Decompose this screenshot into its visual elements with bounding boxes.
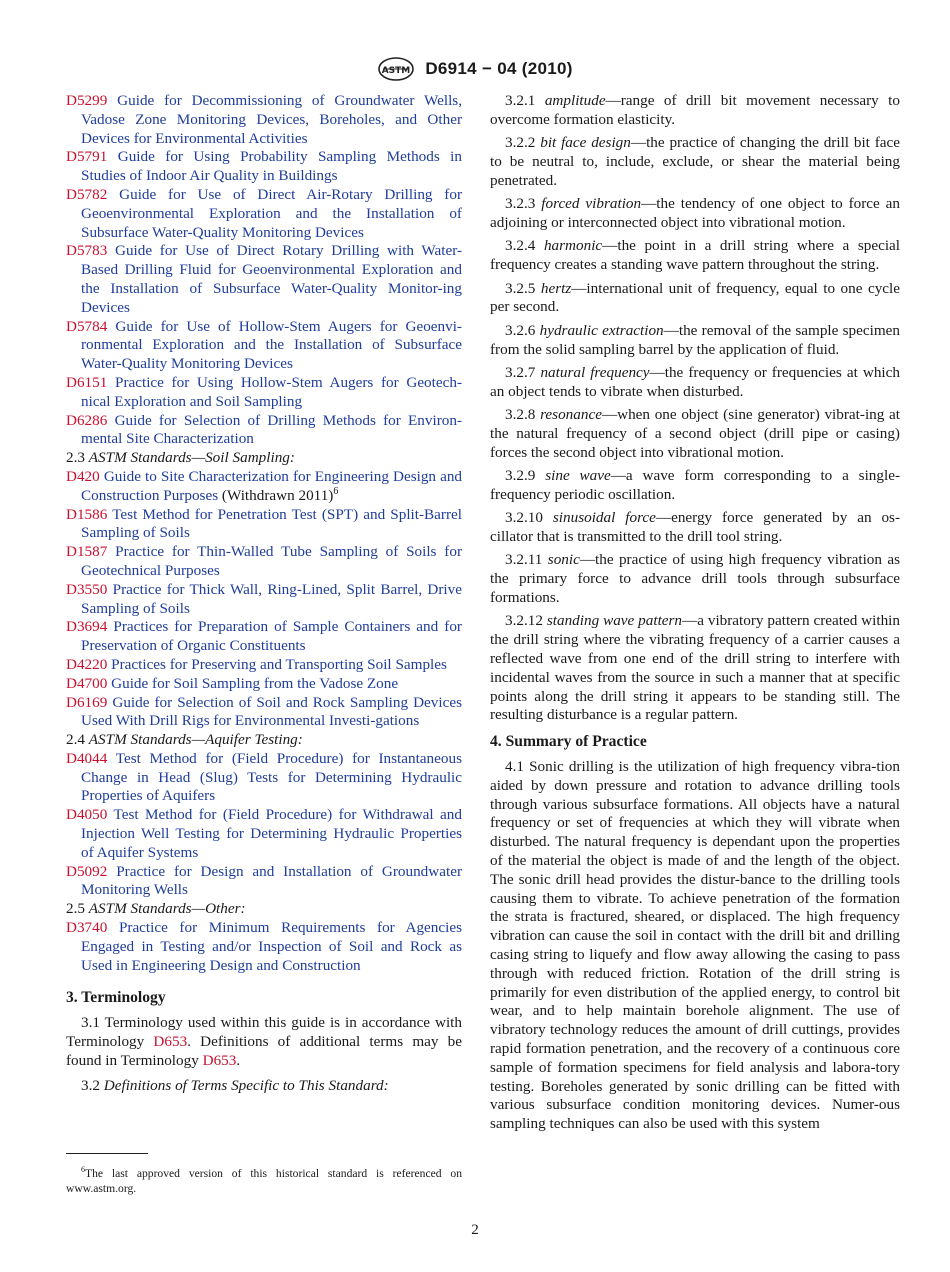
definition-text: —range of drill bit movement necessary to overcome formation elasticity. [490,92,900,128]
standard-title-link[interactable]: Guide for Decommissioning of Groundwater Wells, Vadose Zone Monitoring Devices, Boreholes, and Other Devices for Environmental Activities [81,92,463,147]
standard-title-link[interactable]: Guide for Using Probability Sampling Methods in Studies of Indoor Air Quality in Buildings [81,148,462,185]
reference-item [66,92,462,148]
definition-text: —a vibratory pattern created within the drill string where the vibrating frequency of a carrier causes a reflected wave from one end of the drill string to interfere with incidental waves from the source in such a manner that at specific points along the drill string it appears to be standing still. The resulting disturbance is a regular pattern. [490,612,900,724]
defined-term: forced vibration [541,195,642,213]
page-header [0,56,950,82]
standard-code-link[interactable]: D3550 [66,580,108,598]
standard-title-link[interactable]: Guide for Soil Sampling from the Vadose Zone [111,674,399,692]
withdrawn-note: (Withdrawn 2011) [218,486,334,504]
standard-code-link[interactable]: D5782 [66,185,108,203]
definition-item [490,467,900,505]
defined-term: hertz [540,279,572,297]
definition-item [490,92,900,130]
standard-code-link[interactable]: D3740 [66,919,108,937]
reference-item [66,242,462,317]
standard-code-link[interactable]: D4700 [66,674,108,692]
footnote: $^6$The last approved version of this historical standard is referenced on www.astm.org. [66,1165,462,1195]
definition-text: —the practice of using high frequency vibration as the primary force to advance drill tools through subsurface formations. [490,551,900,607]
reference-item [66,581,462,619]
standard-designation: D6914 − 04 (2010) [425,59,573,78]
standard-title-link[interactable]: Test Method for Penetration Test (SPT) and Split-Barrel Sampling of Soils [81,505,463,542]
reference-item [66,412,462,450]
definition-item [490,364,900,402]
reference-item [66,618,462,656]
standard-code-link[interactable]: D5092 [66,862,108,880]
standard-title-link[interactable]: Practice for Thick Wall, Ring-Lined, Split Barrel, Drive Sampling of Soils [81,580,462,617]
definition-text: —international unit of frequency, equal to one cycle per second. [490,279,900,316]
standard-code-link[interactable]: D5299 [66,92,108,109]
reference-item [66,543,462,581]
definition-number: 3.2.5 [505,279,536,297]
subsection-2-4: 2.4 ASTM Standards—Aquifer Testing: [66,731,303,749]
standard-title-link[interactable]: Practice for Design and Installation of Groundwater Monitoring Wells [81,862,462,899]
standard-title-link[interactable]: Guide for Use of Hollow-Stem Augers for Geoenvi-ronmental Exploration and the Installation of Subsurface Water-Quality Monitoring Devices [81,317,462,373]
standard-code-link[interactable]: D6286 [66,411,108,429]
definition-item [490,237,900,275]
definition-text: —energy force generated by an os-cillator that is transmitted to the drill tool string. [490,509,901,546]
reference-item [66,318,462,374]
definition-number: 3.2.11 [505,551,543,569]
definition-item [490,551,900,607]
defined-term: bit face design [540,134,631,152]
definition-item [490,322,900,360]
standard-code-link[interactable]: D6169 [66,693,108,711]
section-4-heading: 4. Summary of Practice [490,733,647,751]
reference-item [66,750,462,806]
standard-code-link[interactable]: D5783 [66,242,108,260]
definition-item [490,134,900,190]
paragraph-3-1: 3.1 Terminology used within this guide is in accordance with Terminology D653. Definitions of additional terms may be found in Terminology D653. [66,1014,462,1069]
standard-title-link[interactable]: Practices for Preserving and Transporting Soil Samples [111,655,447,673]
definition-number: 3.2.1 [505,92,536,109]
reference-item [66,863,462,901]
defined-term: resonance [540,406,602,424]
standard-title-link[interactable]: Test Method for (Field Procedure) for Instantaneous Change in Head (Slug) Tests for Determining Hydraulic Properties of Aquifers [81,749,462,805]
reference-item [66,374,462,412]
definition-number: 3.2.7 [505,363,536,381]
standard-code-link[interactable]: D4050 [66,806,108,824]
definition-item [490,280,900,318]
standard-title-link[interactable]: Practice for Thin-Walled Tube Sampling of Soils for Geotechnical Purposes [81,543,462,579]
defined-term: amplitude [544,92,606,109]
definition-text: —when one object (sine generator) vibrat-ing at the natural frequency of a second object (drill pipe or casing) forces the second object into vibrational motion. [490,406,901,461]
standard-title-link[interactable]: Guide for Selection of Drilling Methods for Environ-mental Site Characterization [81,411,463,448]
standard-title-link[interactable]: Practice for Minimum Requirements for Agencies Engaged in Testing and/or Inspection of Soil and Rock as Used in Engineering Design and Construction [81,919,462,974]
definition-item [490,612,900,725]
defined-term: sine wave [545,467,611,485]
reference-list-other [66,919,462,975]
astm-logo-icon [377,56,415,82]
definition-item [490,195,900,233]
footnote-divider [66,1153,148,1154]
reference-item [66,806,462,862]
definition-number: 3.2.3 [505,195,536,213]
section-3-heading: 3. Terminology [66,989,166,1007]
standard-title-link[interactable]: Guide to Site Characterization for Engineering Design and Construction Purposes [81,467,463,504]
page-number: 2 [471,1222,479,1238]
defined-term: hydraulic extraction [539,321,664,339]
definition-text: —the practice of changing the drill bit face to be neutral to, include, exclude, or shear the material being penetrated. [490,134,901,189]
definition-number: 3.2.4 [505,237,536,255]
reference-item [66,656,462,675]
standard-title-link[interactable]: Guide for Selection of Soil and Rock Sampling Devices Used With Drill Rigs for Environmental Investi-gations [81,693,463,730]
definition-text: —the removal of the sample specimen from the solid sampling barrel by the application of fluid. [490,321,900,358]
defined-term: sinusoidal force [552,509,656,527]
definition-text: —the point in a drill string where a special frequency creates a standing wave pattern throughout the string. [490,237,901,274]
reference-list-general [66,92,462,449]
subsection-2-5: 2.5 ASTM Standards—Other: [66,900,246,918]
reference-item [66,468,462,506]
standard-title-link[interactable]: Guide for Use of Direct Rotary Drilling with Water-Based Drilling Fluid for Geoenvironmental Exploration and the Installation of Subsurface Water-Quality Monitor-ing Devices [81,242,463,316]
definition-text: —the tendency of one object to force an adjoining or interconnected object into vibrational motion. [490,195,901,231]
standard-code-link[interactable]: D4220 [66,655,108,673]
d653-link[interactable]: D653 [153,1033,188,1051]
standard-code-link[interactable]: D6151 [66,373,108,391]
reference-item [66,919,462,975]
paragraph-4-1: 4.1 Sonic drilling is the utilization of high frequency vibra-tion aided by down pressure and rotation to advance drilling tools through various subsurface formations. All objects have a natural frequency or set of frequencies at which they will vibrate when disturbed. The natural frequency is dependant upon the properties of the material the object is made of and the length of the object. The sonic drill head provides the distur-bance to the drilling tools causing them to vibrate. To achieve penetration of the formation the strata is fractured, sheared, or displaced. The high frequency vibration can cause the soil in contact with the drill bit and drilling casing string to liquefy and flow away allowing the casing to pass through with reduced friction. Rotation of the drill string is primarily for even distribution of the applied energy, to control bit wear, and to help maintain borehole alignment. The use of vibratory technology reduces the amount of drill cuttings, provides rapid formation penetration, and the recovery of a continuous core sample of formation specimens for field analysis and labora-tory testing. Boreholes generated by sonic drilling can be fitted with various subsurface condition monitoring devices. Numer-ous sampling techniques can also be used with this system [490,758,900,1133]
subsection-2-3: 2.3 ASTM Standards—Soil Sampling: [66,449,295,467]
definition-text: —a wave form corresponding to a single-frequency periodic oscillation. [490,467,901,503]
standard-code-link[interactable]: D3694 [66,618,108,636]
standard-code-link[interactable]: D1586 [66,505,108,523]
defined-term: sonic [547,551,580,569]
left-column [66,92,462,1100]
definitions-list [490,92,900,725]
reference-item [66,675,462,694]
reference-item [66,148,462,186]
reference-item [66,694,462,732]
footnote-marker: 6 [333,485,339,497]
paragraph-3-2: 3.2 Definitions of Terms Specific to This Standard: [81,1076,389,1094]
definition-number: 3.2.12 [505,612,543,630]
defined-term: harmonic [543,237,603,255]
reference-list-aquifer-testing [66,750,462,900]
svg-text:ASTM: ASTM [382,66,411,76]
definition-text: —the frequency or frequencies at which an object tends to vibrate when disturbed. [490,363,900,400]
reference-list-soil-sampling [66,468,462,731]
defined-term: natural frequency [540,363,650,381]
definition-item [490,509,900,547]
right-column [490,92,900,1138]
reference-item [66,506,462,544]
standard-title-link[interactable]: Test Method for (Field Procedure) for Withdrawal and Injection Well Testing for Determining Hydraulic Properties of Aquifer Systems [81,806,462,861]
standard-code-link[interactable]: D5784 [66,317,108,335]
standard-code-link[interactable]: D5791 [66,148,108,166]
standard-title-link[interactable]: Practice for Using Hollow-Stem Augers for Geotech-nical Exploration and Soil Sampling [81,373,463,410]
standard-code-link[interactable]: D420 [66,467,100,485]
standard-code-link[interactable]: D4044 [66,749,108,767]
reference-item [66,186,462,242]
definition-number: 3.2.8 [505,406,536,424]
standard-title-link[interactable]: Practices for Preparation of Sample Containers and for Preservation of Organic Constituents [81,618,462,655]
d653-link-2[interactable]: D653 [202,1051,237,1069]
definition-number: 3.2.9 [505,467,536,485]
definition-item [490,406,900,462]
definition-number: 3.2.6 [505,321,536,339]
standard-code-link[interactable]: D1587 [66,543,108,561]
defined-term: standing wave pattern [546,612,683,630]
definition-number: 3.2.2 [505,134,536,152]
standard-title-link[interactable]: Guide for Use of Direct Air-Rotary Drilling for Geoenvironmental Exploration and the Installation of Subsurface Water-Quality Monitoring Devices [81,185,463,241]
definition-number: 3.2.10 [505,509,543,527]
